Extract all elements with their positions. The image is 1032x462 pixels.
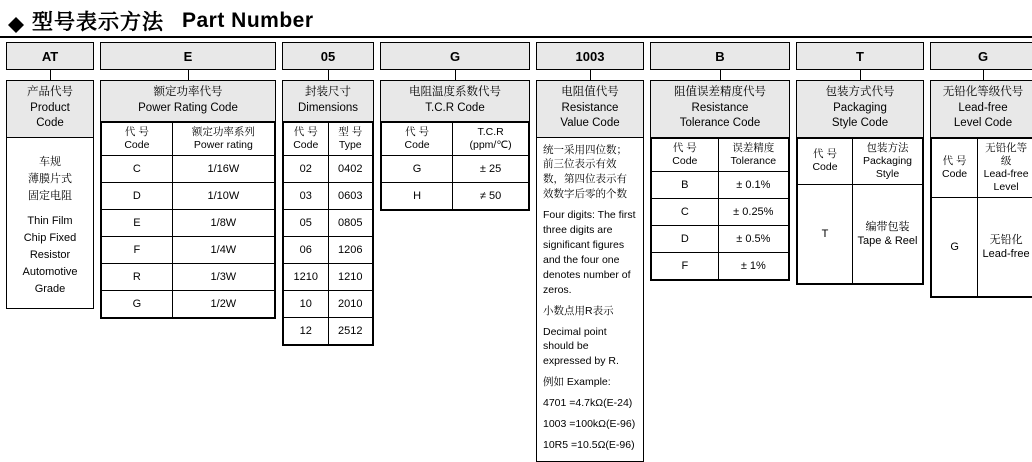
cell-code: 12 bbox=[284, 318, 329, 345]
header-en: Power Rating Code bbox=[103, 101, 273, 117]
column-tcr-code bbox=[380, 42, 530, 211]
body-packaging-style-code bbox=[796, 80, 924, 285]
th-type: 型 号 Type bbox=[328, 123, 373, 156]
cell-value: 0402 bbox=[328, 156, 373, 183]
header-tcr-code bbox=[381, 81, 529, 122]
cell-code: G bbox=[102, 291, 173, 318]
code-box-tcr: G bbox=[380, 42, 530, 70]
th-tolerance: 误差精度 Tolerance bbox=[718, 138, 788, 171]
header-en: Dimensions bbox=[285, 101, 371, 117]
desc-en-5: Grade bbox=[11, 281, 89, 298]
th-lead-free-level: 无铅化等级 Lead-free Level bbox=[978, 138, 1032, 198]
cell-value bbox=[978, 198, 1032, 297]
header-resistance-tolerance-code bbox=[651, 81, 789, 138]
desc-en-2: Chip Fixed bbox=[11, 230, 89, 247]
header-en-2: Value Code bbox=[539, 116, 641, 132]
th-code: 代 号 Code bbox=[932, 138, 978, 198]
narrative-line-8: 10R5 =10.5Ω(E-96) bbox=[543, 438, 637, 453]
narrative-line-3: 小数点用R表示 bbox=[543, 304, 637, 319]
cell-code: T bbox=[798, 184, 853, 283]
table-row bbox=[652, 252, 789, 279]
cell-value: ± 0.5% bbox=[718, 225, 788, 252]
body-dimensions bbox=[282, 80, 374, 346]
body-product-code bbox=[6, 80, 94, 309]
cell-code: G bbox=[382, 156, 453, 183]
th-code: 代 号 Code bbox=[798, 138, 853, 184]
cell-value: 1210 bbox=[328, 264, 373, 291]
table-row bbox=[284, 183, 373, 210]
header-en-1: Resistance bbox=[653, 101, 787, 117]
table-row bbox=[284, 210, 373, 237]
table-row bbox=[382, 156, 529, 183]
connector-line bbox=[983, 70, 984, 80]
header-en-1: Resistance bbox=[539, 101, 641, 117]
cell-value: ≠ 50 bbox=[453, 183, 529, 210]
table-row bbox=[284, 264, 373, 291]
table-row bbox=[932, 198, 1032, 297]
column-dimensions bbox=[282, 42, 374, 346]
header-product-code bbox=[7, 81, 93, 138]
cell-value bbox=[853, 184, 923, 283]
body-lead-free-level-code bbox=[930, 80, 1032, 298]
table-row bbox=[102, 183, 275, 210]
body-resistance-value-code bbox=[536, 80, 644, 462]
header-cn: 包装方式代号 bbox=[799, 85, 921, 101]
desc-cn-1: 车规 bbox=[11, 154, 89, 171]
cell-code: 06 bbox=[284, 237, 329, 264]
cell-code: C bbox=[102, 156, 173, 183]
cell-code: F bbox=[652, 252, 719, 279]
column-packaging-style-code bbox=[796, 42, 924, 285]
narrative-line-1: 统一采用四位数；前三位表示有效数，第四位表示有效数字后零的个数 bbox=[543, 143, 637, 203]
cell-code: 02 bbox=[284, 156, 329, 183]
connector-line bbox=[328, 70, 329, 80]
table-header-row bbox=[284, 123, 373, 156]
table-row bbox=[798, 184, 923, 283]
table-row bbox=[284, 291, 373, 318]
table-row bbox=[652, 198, 789, 225]
connector-line bbox=[455, 70, 456, 80]
header-en-2: Tolerance Code bbox=[653, 116, 787, 132]
th-code: 代 号 Code bbox=[284, 123, 329, 156]
title-english: Part Number bbox=[182, 9, 314, 33]
cell-code: C bbox=[652, 198, 719, 225]
desc-en-1: Thin Film bbox=[11, 213, 89, 230]
column-product-code bbox=[6, 42, 94, 309]
cell-code: H bbox=[382, 183, 453, 210]
table-row bbox=[284, 237, 373, 264]
cell-code: G bbox=[932, 198, 978, 297]
cell-value: 0603 bbox=[328, 183, 373, 210]
cell-code: B bbox=[652, 171, 719, 198]
header-cn: 电阻温度系数代号 bbox=[383, 85, 527, 101]
desc-en-4: Automotive bbox=[11, 264, 89, 281]
table-packaging bbox=[797, 138, 923, 284]
th-code: 代 号 Code bbox=[102, 123, 173, 156]
narrative-line-5: 例如 Example: bbox=[543, 375, 637, 390]
th-packaging-style: 包装方法 Packaging Style bbox=[853, 138, 923, 184]
table-row bbox=[102, 210, 275, 237]
table-row bbox=[102, 237, 275, 264]
code-box-resistance-value: 1003 bbox=[536, 42, 644, 70]
column-resistance-value-code bbox=[536, 42, 644, 462]
header-lead-free-level-code bbox=[931, 81, 1032, 138]
narrative-line-4: Decimal point should be expressed by R. bbox=[543, 325, 637, 370]
code-box-dimensions: 05 bbox=[282, 42, 374, 70]
th-power-rating: 额定功率系列 Power rating bbox=[172, 123, 274, 156]
header-en: T.C.R Code bbox=[383, 101, 527, 117]
cell-value-en: Lead-free bbox=[980, 247, 1032, 261]
connector-line bbox=[720, 70, 721, 80]
header-en-1: Packaging bbox=[799, 101, 921, 117]
body-tcr-code bbox=[380, 80, 530, 211]
cell-value: 1/2W bbox=[172, 291, 274, 318]
cell-code: F bbox=[102, 237, 173, 264]
header-cn: 封装尺寸 bbox=[285, 85, 371, 101]
cell-value: 1/3W bbox=[172, 264, 274, 291]
cell-value-en: Tape & Reel bbox=[855, 234, 920, 248]
header-en-2: Code bbox=[9, 116, 91, 132]
cell-value: ± 25 bbox=[453, 156, 529, 183]
table-lead-free bbox=[931, 138, 1032, 298]
cell-code: 03 bbox=[284, 183, 329, 210]
header-packaging-style-code bbox=[797, 81, 923, 138]
resistance-value-narrative bbox=[537, 138, 643, 461]
table-power-rating bbox=[101, 122, 275, 318]
table-header-row bbox=[102, 123, 275, 156]
table-row bbox=[652, 225, 789, 252]
header-cn: 阻值误差精度代号 bbox=[653, 85, 787, 101]
th-tcr: T.C.R (ppm/℃) bbox=[453, 123, 529, 156]
connector-line bbox=[590, 70, 591, 80]
cell-value-cn: 无铅化 bbox=[980, 233, 1032, 247]
cell-value: ± 0.25% bbox=[718, 198, 788, 225]
desc-en-3: Resistor bbox=[11, 247, 89, 264]
header-resistance-value-code bbox=[537, 81, 643, 138]
table-header-row bbox=[652, 138, 789, 171]
th-code: 代 号 Code bbox=[652, 138, 719, 171]
desc-cn-2: 薄膜片式 bbox=[11, 171, 89, 188]
table-row bbox=[382, 183, 529, 210]
cell-code: D bbox=[102, 183, 173, 210]
table-tcr bbox=[381, 122, 529, 210]
header-en-1: Product bbox=[9, 101, 91, 117]
column-resistance-tolerance-code bbox=[650, 42, 790, 281]
table-header-row bbox=[798, 138, 923, 184]
cell-code: 05 bbox=[284, 210, 329, 237]
code-box-product: AT bbox=[6, 42, 94, 70]
table-header-row bbox=[932, 138, 1032, 198]
part-number-columns bbox=[6, 42, 1032, 462]
connector-line bbox=[188, 70, 189, 80]
body-power-rating-code bbox=[100, 80, 276, 319]
cell-value: ± 0.1% bbox=[718, 171, 788, 198]
product-description bbox=[7, 138, 93, 308]
cell-value-cn: 编带包装 bbox=[855, 220, 920, 234]
cell-code: D bbox=[652, 225, 719, 252]
table-row bbox=[102, 264, 275, 291]
body-resistance-tolerance-code bbox=[650, 80, 790, 281]
header-en-2: Style Code bbox=[799, 116, 921, 132]
cell-code: R bbox=[102, 264, 173, 291]
cell-value: 1/8W bbox=[172, 210, 274, 237]
connector-line bbox=[50, 70, 51, 80]
header-cn: 额定功率代号 bbox=[103, 85, 273, 101]
cell-value: 1206 bbox=[328, 237, 373, 264]
cell-value: ± 1% bbox=[718, 252, 788, 279]
header-en-1: Lead-free bbox=[933, 101, 1032, 117]
code-box-power-rating: E bbox=[100, 42, 276, 70]
table-row bbox=[284, 156, 373, 183]
cell-value: 2512 bbox=[328, 318, 373, 345]
cell-code: 1210 bbox=[284, 264, 329, 291]
header-cn: 产品代号 bbox=[9, 85, 91, 101]
narrative-line-7: 1003 =100kΩ(E-96) bbox=[543, 417, 637, 432]
title-chinese: 型号表示方法 bbox=[32, 6, 164, 36]
cell-value: 1/10W bbox=[172, 183, 274, 210]
th-code: 代 号 Code bbox=[382, 123, 453, 156]
connector-line bbox=[860, 70, 861, 80]
cell-value: 0805 bbox=[328, 210, 373, 237]
table-dimensions bbox=[283, 122, 373, 345]
diamond-bullet-icon bbox=[8, 9, 24, 25]
narrative-line-2: Four digits: The first three digits are significant figures and the four one denotes number of zeros. bbox=[543, 208, 637, 297]
cell-value: 1/16W bbox=[172, 156, 274, 183]
cell-value: 2010 bbox=[328, 291, 373, 318]
cell-code: 10 bbox=[284, 291, 329, 318]
desc-cn-3: 固定电阻 bbox=[11, 188, 89, 205]
title-divider bbox=[0, 36, 1032, 38]
column-power-rating-code bbox=[100, 42, 276, 319]
table-row bbox=[284, 318, 373, 345]
code-box-tolerance: B bbox=[650, 42, 790, 70]
header-power-rating-code bbox=[101, 81, 275, 122]
header-dimensions bbox=[283, 81, 373, 122]
header-en-2: Level Code bbox=[933, 116, 1032, 132]
table-header-row bbox=[382, 123, 529, 156]
table-row bbox=[102, 291, 275, 318]
table-row bbox=[652, 171, 789, 198]
cell-value: 1/4W bbox=[172, 237, 274, 264]
header-cn: 无铅化等级代号 bbox=[933, 85, 1032, 101]
page-title bbox=[8, 6, 314, 36]
narrative-line-6: 4701 =4.7kΩ(E-24) bbox=[543, 396, 637, 411]
table-row bbox=[102, 156, 275, 183]
column-lead-free-level-code bbox=[930, 42, 1032, 298]
cell-code: E bbox=[102, 210, 173, 237]
table-tolerance bbox=[651, 138, 789, 280]
code-box-lead-free: G bbox=[930, 42, 1032, 70]
code-box-packaging: T bbox=[796, 42, 924, 70]
header-cn: 电阻值代号 bbox=[539, 85, 641, 101]
